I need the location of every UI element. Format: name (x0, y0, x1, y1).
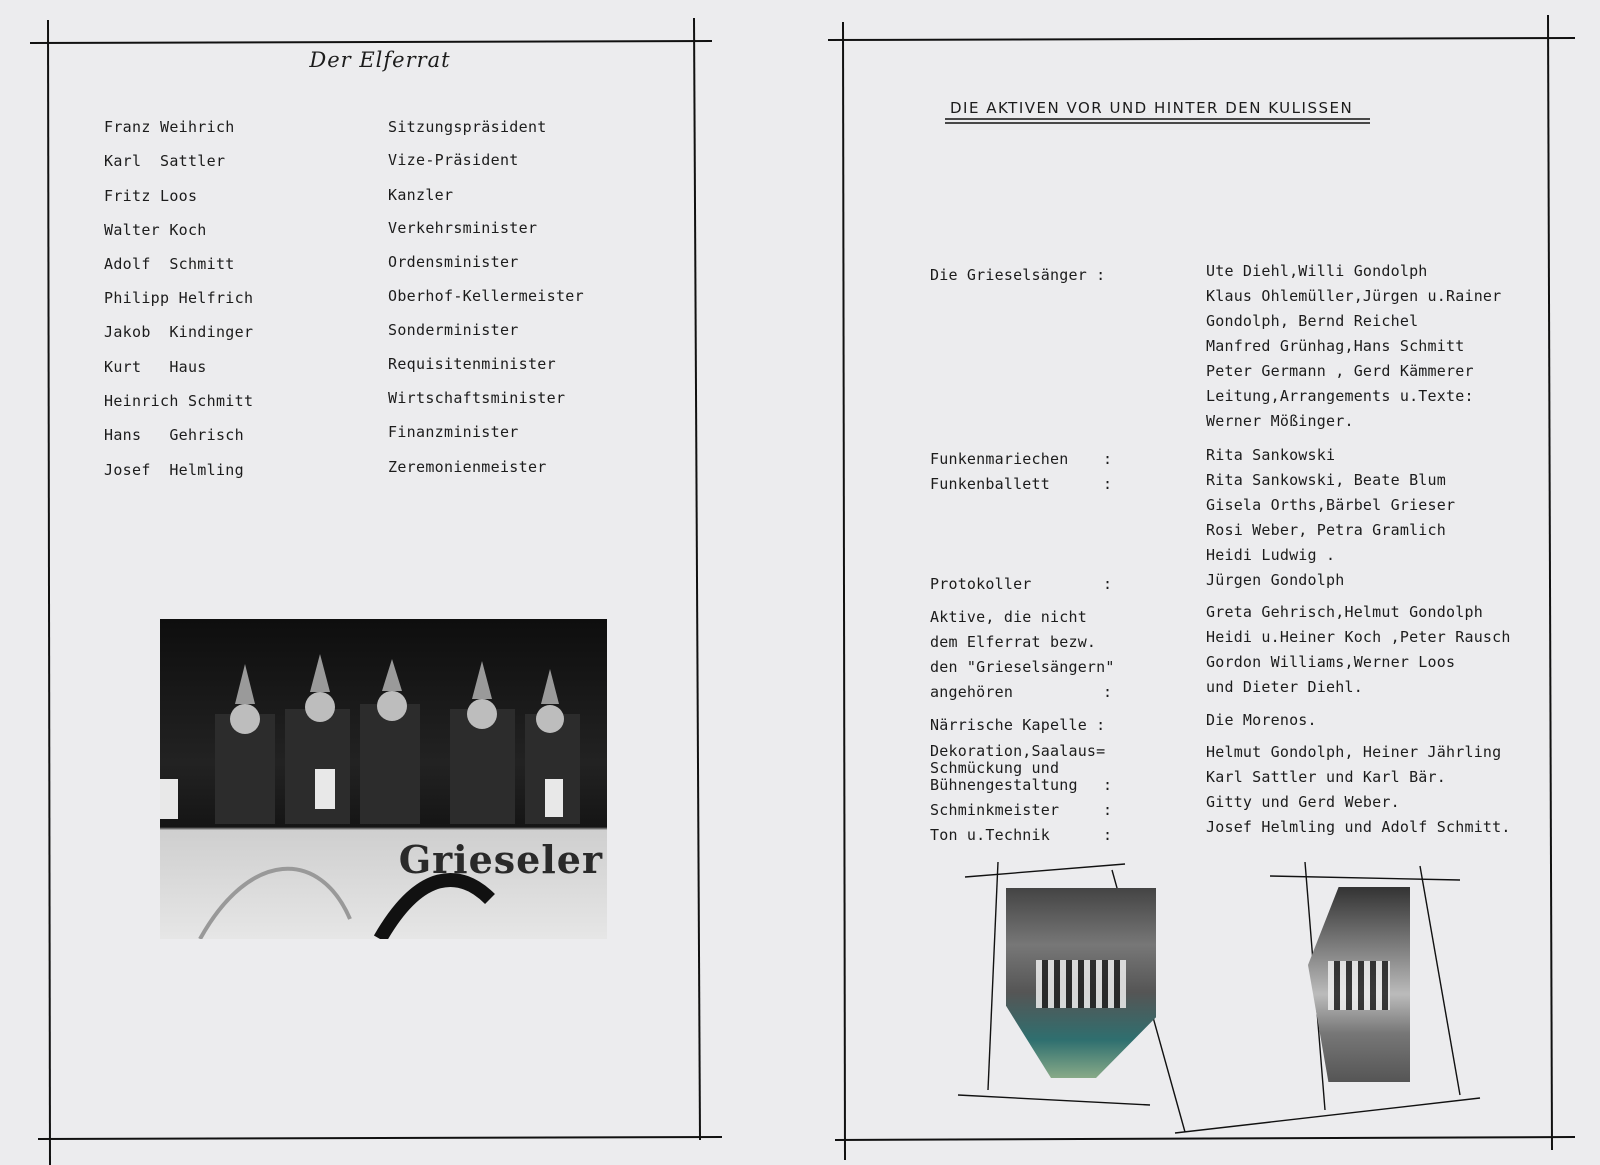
member-name: Jakob Kindinger (104, 323, 254, 341)
funkenballett-line: Rosi Weber, Petra Gramlich (1206, 521, 1446, 539)
photo-banner-text: Grieseler (398, 837, 603, 882)
technik-value: Josef Helmling und Adolf Schmitt. (1206, 818, 1511, 836)
grieselsaenger-line: Ute Diehl,Willi Gondolph (1206, 262, 1428, 280)
group-photo-illustration (160, 619, 607, 939)
aktive-line: Gordon Williams,Werner Loos (1206, 653, 1456, 671)
dekoration-label-line: Schmückung und (930, 759, 1060, 777)
colon: : (1103, 575, 1113, 593)
kapelle-value: Die Morenos. (1206, 711, 1317, 729)
colon: : (1103, 776, 1113, 794)
section-heading: DIE AKTIVEN VOR UND HINTER DEN KULISSEN (950, 99, 1354, 117)
member-role: Kanzler (388, 186, 454, 204)
member-name: Franz Weihrich (104, 118, 235, 136)
protokoller-label: Protokoller (930, 575, 1032, 593)
member-role: Sonderminister (388, 321, 519, 339)
protokoller-value: Jürgen Gondolph (1206, 571, 1345, 589)
member-name: Hans Gehrisch (104, 426, 244, 444)
aktive-label-line: angehören (930, 683, 1014, 701)
funkenballett-line: Heidi Ludwig . (1206, 546, 1336, 564)
member-role: Vize-Präsident (388, 151, 519, 169)
kapelle-label: Närrische Kapelle : (930, 716, 1106, 734)
dekoration-line: Karl Sattler und Karl Bär. (1206, 768, 1446, 786)
grieselsaenger-line: Leitung,Arrangements u.Texte: (1206, 387, 1474, 405)
page-title: Der Elferrat (309, 48, 451, 72)
grieselsaenger-line: Manfred Grünhag,Hans Schmitt (1206, 337, 1465, 355)
member-name: Adolf Schmitt (104, 255, 235, 273)
dekoration-label-line: Bühnengestaltung (930, 776, 1078, 794)
grieselsaenger-line: Gondolph, Bernd Reichel (1206, 312, 1419, 330)
dekoration-line: Helmut Gondolph, Heiner Jährling (1206, 743, 1502, 761)
member-name: Heinrich Schmitt (104, 392, 254, 410)
elferrat-group-photo (160, 619, 607, 939)
member-name: Fritz Loos (104, 187, 198, 205)
member-name: Kurt Haus (104, 358, 207, 376)
member-name: Karl Sattler (104, 152, 226, 170)
schminkmeister-value: Gitty und Gerd Weber. (1206, 793, 1400, 811)
aktive-line: Greta Gehrisch,Helmut Gondolph (1206, 603, 1483, 621)
grieselsaenger-label: Die Grieselsänger : (930, 266, 1106, 284)
aktive-line: Heidi u.Heiner Koch ,Peter Rausch (1206, 628, 1511, 646)
aktive-label-line: Aktive, die nicht (930, 608, 1087, 626)
dekoration-label-line: Dekoration,Saalaus= (930, 742, 1106, 760)
grieselsaenger-line: Werner Mößinger. (1206, 412, 1354, 430)
member-role: Oberhof-Kellermeister (388, 287, 584, 305)
grieselsaenger-line: Klaus Ohlemüller,Jürgen u.Rainer (1206, 287, 1502, 305)
aktive-label-line: den "Grieselsängern" (930, 658, 1115, 676)
member-role: Finanzminister (388, 423, 519, 441)
funkenmariechen-value: Rita Sankowski (1206, 446, 1336, 464)
colon: : (1103, 475, 1113, 493)
member-role: Zeremonienmeister (388, 458, 547, 476)
member-role: Wirtschaftsminister (388, 389, 566, 407)
member-role: Verkehrsminister (388, 219, 538, 237)
member-name: Josef Helmling (104, 461, 244, 479)
striped-shirt-shape (1328, 961, 1389, 1010)
member-name: Walter Koch (104, 221, 207, 239)
aktive-line: und Dieter Diehl. (1206, 678, 1363, 696)
grieselsaenger-line: Peter Germann , Gerd Kämmerer (1206, 362, 1474, 380)
funkenballett-line: Gisela Orths,Bärbel Grieser (1206, 496, 1456, 514)
colon: : (1103, 826, 1113, 844)
technik-label: Ton u.Technik (930, 826, 1050, 844)
funkenballett-label: Funkenballett (930, 475, 1050, 493)
member-name: Philipp Helfrich (104, 289, 254, 307)
schminkmeister-label: Schminkmeister (930, 801, 1060, 819)
aktive-label-line: dem Elferrat bezw. (930, 633, 1097, 651)
colon: : (1103, 450, 1113, 468)
member-role: Requisitenminister (388, 355, 556, 373)
funkenballett-line: Rita Sankowski, Beate Blum (1206, 471, 1446, 489)
funkenmariechen-label: Funkenmariechen (930, 450, 1069, 468)
member-role: Sitzungspräsident (388, 118, 547, 136)
colon: : (1103, 801, 1113, 819)
member-role: Ordensminister (388, 253, 519, 271)
striped-shirt-shape (1036, 960, 1126, 1008)
colon: : (1103, 683, 1113, 701)
